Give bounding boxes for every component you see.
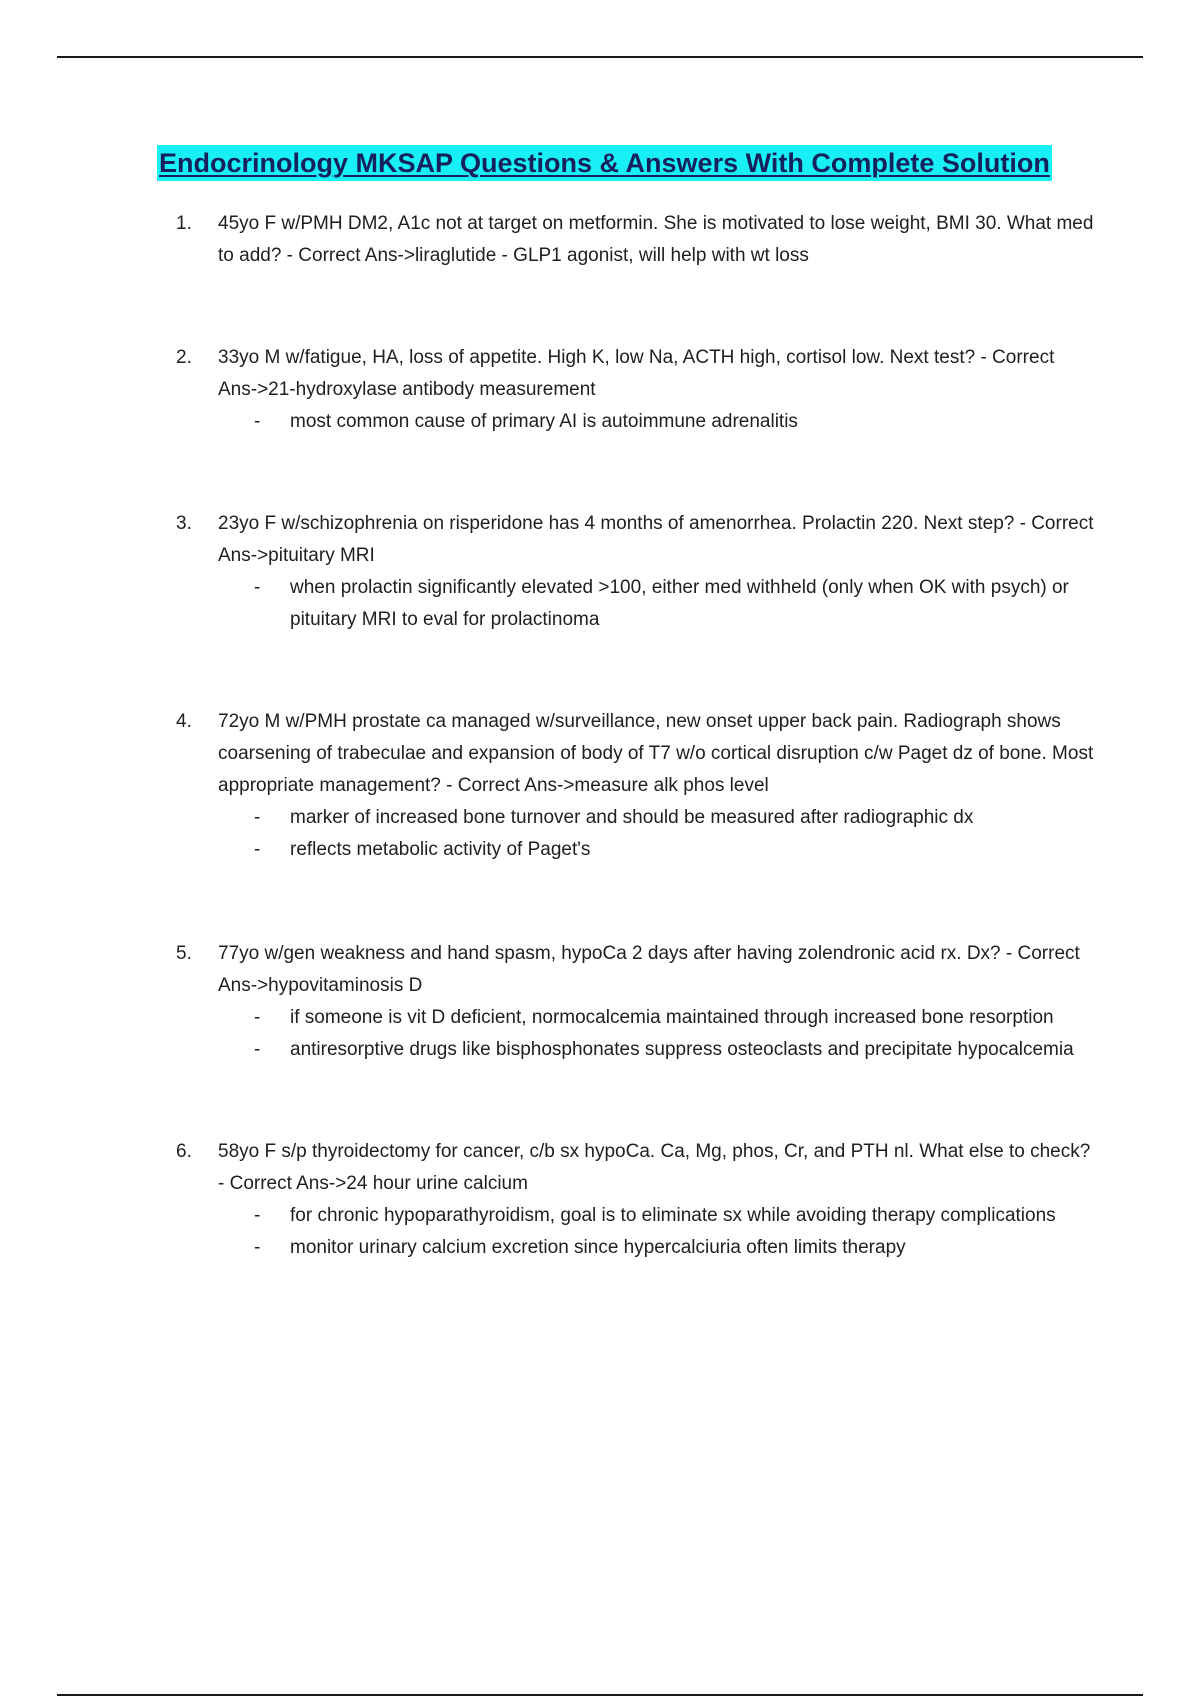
dash-bullet-icon: - — [254, 839, 261, 860]
title-wrap — [157, 145, 1077, 181]
note-item — [218, 802, 1096, 834]
note-text: for chronic hypoparathyroidism, goal is to eliminate sx while avoiding therapy complications — [290, 1205, 1056, 1226]
question-item — [176, 508, 1096, 636]
question-number: 1. — [176, 213, 192, 234]
question-list — [176, 208, 1096, 1264]
page-title: Endocrinology MKSAP Questions & Answers With Complete Solution — [157, 145, 1052, 181]
note-item — [218, 1034, 1096, 1066]
question-item — [176, 1136, 1096, 1264]
question-text: 23yo F w/schizophrenia on risperidone has 4 months of amenorrhea. Prolactin 220. Next step? - Correct Ans->pituitary MRI — [218, 513, 1094, 566]
dash-bullet-icon: - — [254, 411, 261, 432]
note-text: antiresorptive drugs like bisphosphonates suppress osteoclasts and precipitate hypocalcemia — [290, 1039, 1074, 1060]
question-text: 72yo M w/PMH prostate ca managed w/surveillance, new onset upper back pain. Radiograph shows coarsening of trabeculae and expansion of body of T7 w/o cortical disruption c/w Paget dz of bone. Most appropriate management? - Correct Ans->measure alk phos level — [218, 711, 1094, 796]
dash-bullet-icon: - — [254, 1007, 261, 1028]
dash-bullet-icon: - — [254, 1039, 261, 1060]
top-rule — [57, 56, 1143, 58]
dash-bullet-icon: - — [254, 577, 261, 598]
question-text: 45yo F w/PMH DM2, A1c not at target on metformin. She is motivated to lose weight, BMI 30. What med to add? - Correct Ans->liraglutide - GLP1 agonist, will help with wt loss — [218, 213, 1094, 266]
note-item — [218, 834, 1096, 866]
bottom-rule — [57, 1694, 1143, 1696]
note-text: if someone is vit D deficient, normocalcemia maintained through increased bone resorption — [290, 1007, 1054, 1028]
note-text: marker of increased bone turnover and should be measured after radiographic dx — [290, 807, 974, 828]
note-item — [218, 1232, 1096, 1264]
question-item — [176, 938, 1096, 1066]
note-text: most common cause of primary AI is autoimmune adrenalitis — [290, 411, 798, 432]
note-item — [218, 1002, 1096, 1034]
question-text: 77yo w/gen weakness and hand spasm, hypoCa 2 days after having zolendronic acid rx. Dx? - Correct Ans->hypovitaminosis D — [218, 943, 1080, 996]
dash-bullet-icon: - — [254, 1237, 261, 1258]
question-number: 6. — [176, 1141, 192, 1162]
note-list — [218, 1200, 1096, 1264]
question-item — [176, 342, 1096, 438]
dash-bullet-icon: - — [254, 807, 261, 828]
question-number: 5. — [176, 943, 192, 964]
note-list — [218, 572, 1096, 636]
question-text: 33yo M w/fatigue, HA, loss of appetite. High K, low Na, ACTH high, cortisol low. Next test? - Correct Ans->21-hydroxylase antibody measurement — [218, 347, 1055, 400]
question-number: 4. — [176, 711, 192, 732]
question-item — [176, 706, 1096, 866]
question-text: 58yo F s/p thyroidectomy for cancer, c/b sx hypoCa. Ca, Mg, phos, Cr, and PTH nl. What else to check? - Correct Ans->24 hour urine calcium — [218, 1141, 1091, 1194]
note-text: monitor urinary calcium excretion since hypercalciuria often limits therapy — [290, 1237, 906, 1258]
note-list — [218, 406, 1096, 438]
dash-bullet-icon: - — [254, 1205, 261, 1226]
note-text: when prolactin significantly elevated >100, either med withheld (only when OK with psych) or pituitary MRI to eval for prolactinoma — [290, 577, 1069, 630]
note-list — [218, 802, 1096, 866]
question-number: 2. — [176, 347, 192, 368]
note-text: reflects metabolic activity of Paget's — [290, 839, 591, 860]
note-item — [218, 572, 1096, 636]
note-item — [218, 1200, 1096, 1232]
note-item — [218, 406, 1096, 438]
note-list — [218, 1002, 1096, 1066]
question-item — [176, 208, 1096, 272]
question-number: 3. — [176, 513, 192, 534]
